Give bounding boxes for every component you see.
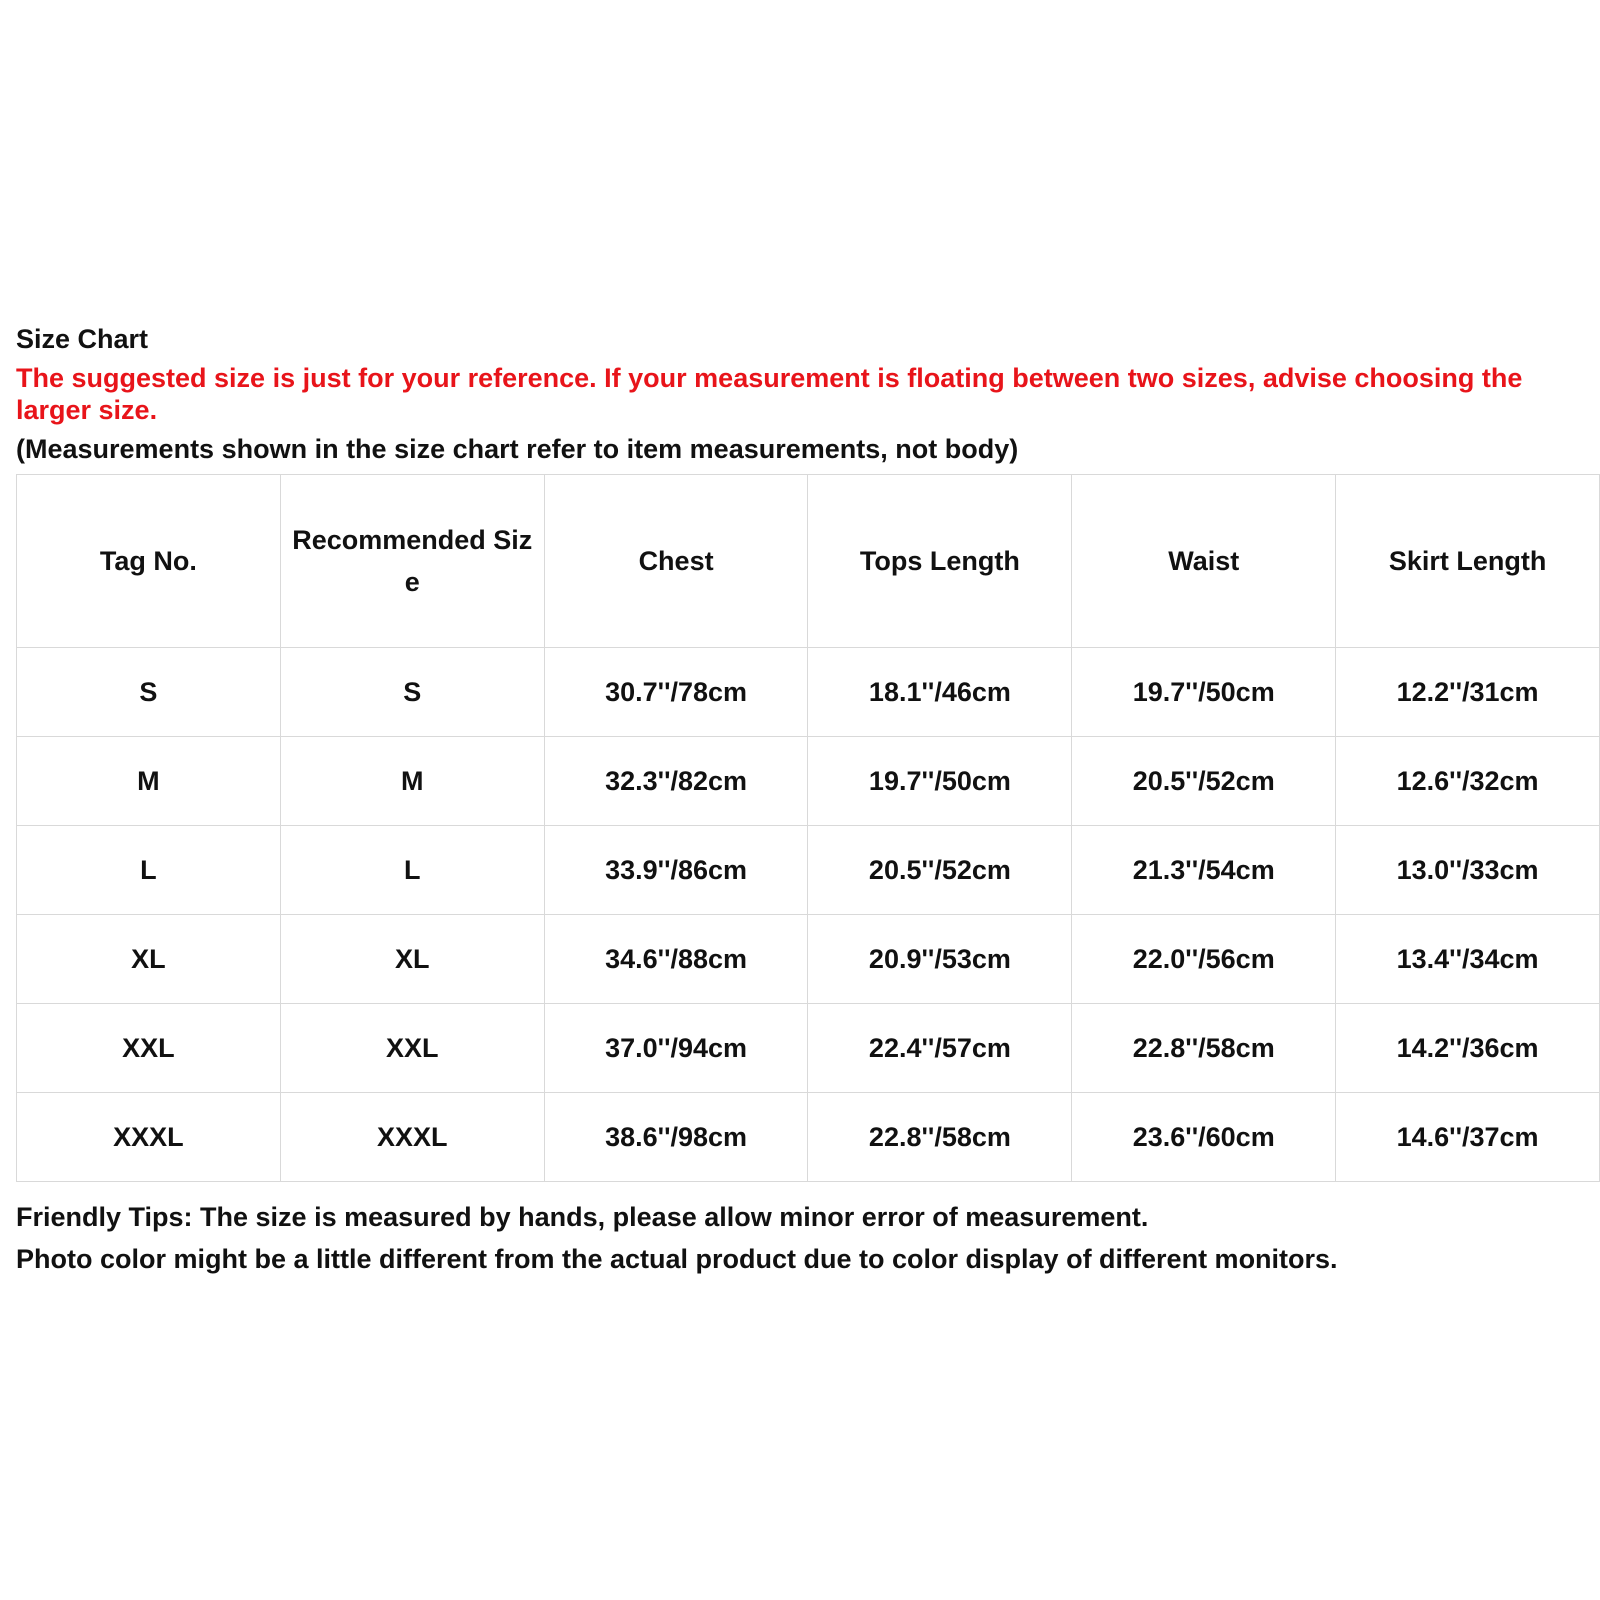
cell-tag-no: XXL <box>17 1004 281 1093</box>
cell-chest: 32.3''/82cm <box>544 737 808 826</box>
size-notice: The suggested size is just for your reference. If your measurement is floating between two sizes, advise choosing the larger size. <box>16 363 1523 425</box>
size-table <box>16 474 1600 1182</box>
cell-tag-no: XXXL <box>17 1093 281 1182</box>
cell-skirt-length: 14.2''/36cm <box>1336 1004 1600 1093</box>
cell-chest: 33.9''/86cm <box>544 826 808 915</box>
cell-waist: 20.5''/52cm <box>1072 737 1336 826</box>
cell-tops-length: 19.7''/50cm <box>808 737 1072 826</box>
column-header-skirt-length: Skirt Length <box>1336 475 1600 648</box>
table-header-row <box>17 475 1600 648</box>
cell-skirt-length: 13.0''/33cm <box>1336 826 1600 915</box>
cell-tag-no: XL <box>17 915 281 1004</box>
table-row <box>17 648 1600 737</box>
size-chart-sheet <box>16 322 1600 1280</box>
table-row <box>17 1093 1600 1182</box>
cell-recommended-size: XL <box>280 915 544 1004</box>
cell-tag-no: M <box>17 737 281 826</box>
cell-waist: 22.0''/56cm <box>1072 915 1336 1004</box>
cell-skirt-length: 14.6''/37cm <box>1336 1093 1600 1182</box>
cell-recommended-size: L <box>280 826 544 915</box>
cell-skirt-length: 12.2''/31cm <box>1336 648 1600 737</box>
cell-tag-no: S <box>17 648 281 737</box>
table-row <box>17 915 1600 1004</box>
column-header-tops-length: Tops Length <box>808 475 1072 648</box>
cell-recommended-size: XXL <box>280 1004 544 1093</box>
cell-chest: 34.6''/88cm <box>544 915 808 1004</box>
column-header-chest: Chest <box>544 475 808 648</box>
column-header-waist: Waist <box>1072 475 1336 648</box>
cell-chest: 38.6''/98cm <box>544 1093 808 1182</box>
cell-recommended-size: M <box>280 737 544 826</box>
friendly-tips <box>16 1196 1600 1280</box>
cell-recommended-size: XXXL <box>280 1093 544 1182</box>
cell-recommended-size: S <box>280 648 544 737</box>
cell-tops-length: 22.4''/57cm <box>808 1004 1072 1093</box>
cell-chest: 30.7''/78cm <box>544 648 808 737</box>
cell-skirt-length: 12.6''/32cm <box>1336 737 1600 826</box>
table-row <box>17 826 1600 915</box>
column-header-recommended-size <box>280 475 544 648</box>
page-title: Size Chart <box>16 324 149 354</box>
cell-skirt-length: 13.4''/34cm <box>1336 915 1600 1004</box>
tip-photo-color: Photo color might be a little different from the actual product due to color display of different monitors. <box>16 1244 1338 1274</box>
cell-waist: 19.7''/50cm <box>1072 648 1336 737</box>
cell-waist: 23.6''/60cm <box>1072 1093 1336 1182</box>
cell-chest: 37.0''/94cm <box>544 1004 808 1093</box>
cell-tops-length: 20.9''/53cm <box>808 915 1072 1004</box>
cell-tops-length: 22.8''/58cm <box>808 1093 1072 1182</box>
cell-waist: 21.3''/54cm <box>1072 826 1336 915</box>
measurement-note: (Measurements shown in the size chart refer to item measurements, not body) <box>16 434 1019 464</box>
cell-waist: 22.8''/58cm <box>1072 1004 1336 1093</box>
recommended-size-label: Recommended Size <box>292 525 533 597</box>
table-row <box>17 737 1600 826</box>
table-row <box>17 1004 1600 1093</box>
cell-tag-no: L <box>17 826 281 915</box>
column-header-tag-no: Tag No. <box>17 475 281 648</box>
tip-measurement: Friendly Tips: The size is measured by hands, please allow minor error of measurement. <box>16 1202 1149 1232</box>
cell-tops-length: 18.1''/46cm <box>808 648 1072 737</box>
cell-tops-length: 20.5''/52cm <box>808 826 1072 915</box>
